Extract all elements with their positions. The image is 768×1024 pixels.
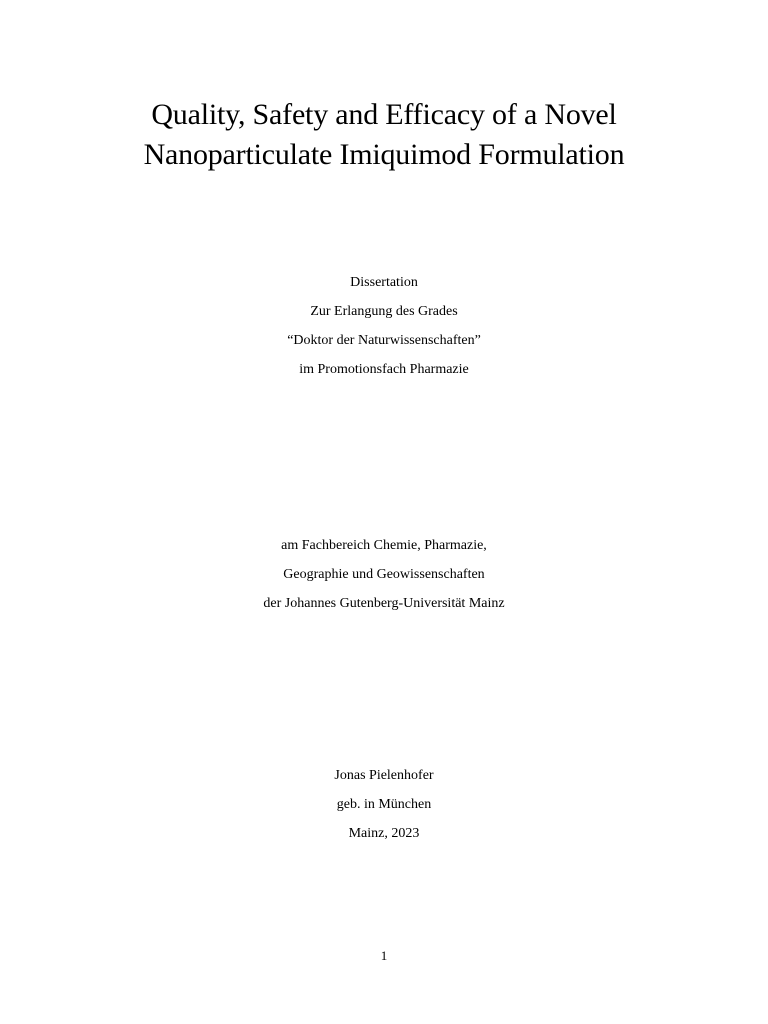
page-number: 1	[380, 948, 388, 963]
degree-name-line: “Doktor der Naturwissenschaften”	[287, 333, 481, 348]
place-date-line: Mainz, 2023	[348, 826, 420, 841]
birthplace-line: geb. in München	[336, 797, 432, 812]
author-block	[0, 761, 768, 848]
faculty-block	[0, 531, 768, 618]
author-name: Jonas Pielenhofer	[334, 768, 434, 783]
faculty-line-1: am Fachbereich Chemie, Pharmazie,	[281, 538, 487, 553]
title-line-1: Quality, Safety and Efficacy of a Novel	[151, 98, 617, 131]
subject-line: im Promotionsfach Pharmazie	[299, 362, 469, 377]
title-line-2: Nanoparticulate Imiquimod Formulation	[143, 138, 625, 171]
university-line: der Johannes Gutenberg-Universität Mainz	[263, 596, 505, 611]
dissertation-block	[0, 268, 768, 384]
faculty-line-2: Geographie und Geowissenschaften	[283, 567, 485, 582]
degree-intro-line: Zur Erlangung des Grades	[310, 304, 458, 319]
dissertation-line: Dissertation	[350, 275, 418, 290]
title-block	[0, 95, 768, 175]
